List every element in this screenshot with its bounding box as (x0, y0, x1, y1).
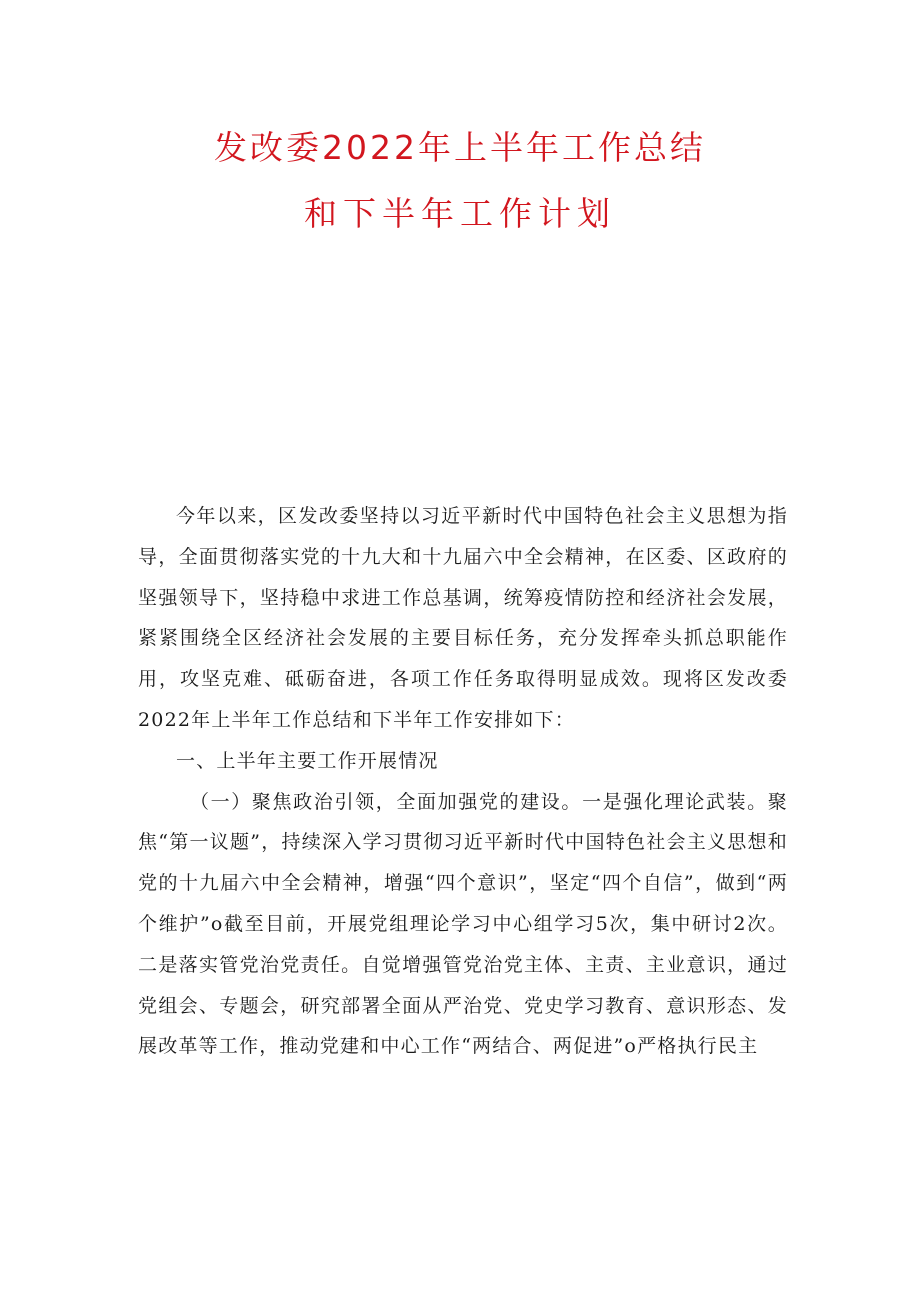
section-heading-1: 一、上半年主要工作开展情况 (176, 749, 439, 772)
intro-paragraph: 今年以来，区发改委坚持以习近平新时代中国特色社会主义思想为指导，全面贯彻落实党的十九大和十九届六中全会精神，在区委、区政府的坚强领导下，坚持稳中求进工作总基调，统筹疫情防控和经济社会发展，紧紧围绕全区经济社会发展的主要目标任务，充分发挥牵头抓总职能作用，攻坚克难、砥砺奋进，各项工作任务取得明显成效。现将区发改委2022年上半年工作总结和下半年工作安排如下： (138, 505, 788, 731)
document-title-line1: 发改委2022年上半年工作总结 (214, 128, 706, 167)
document-body (138, 496, 788, 1067)
section-1-item-1-paragraph: （一）聚焦政治引领，全面加强党的建设。一是强化理论武装。聚焦“第一议题”，持续深入学习贯彻习近平新时代中国特色社会主义思想和党的十九届六中全会精神，增强“四个意识”，坚定“四个自信”，做到“两个维护”o截至目前，开展党组理论学习中心组学习5次，集中研讨2次。二是落实管党治党责任。自觉增强管党治党主体、主责、主业意识，通过党组会、专题会，研究部署全面从严治党、党史学习教育、意识形态、发展改革等工作，推动党建和中心工作“两结合、两促进”o严格执行民主 (138, 790, 788, 1058)
document-title-line2: 和下半年工作计划 (304, 194, 616, 233)
